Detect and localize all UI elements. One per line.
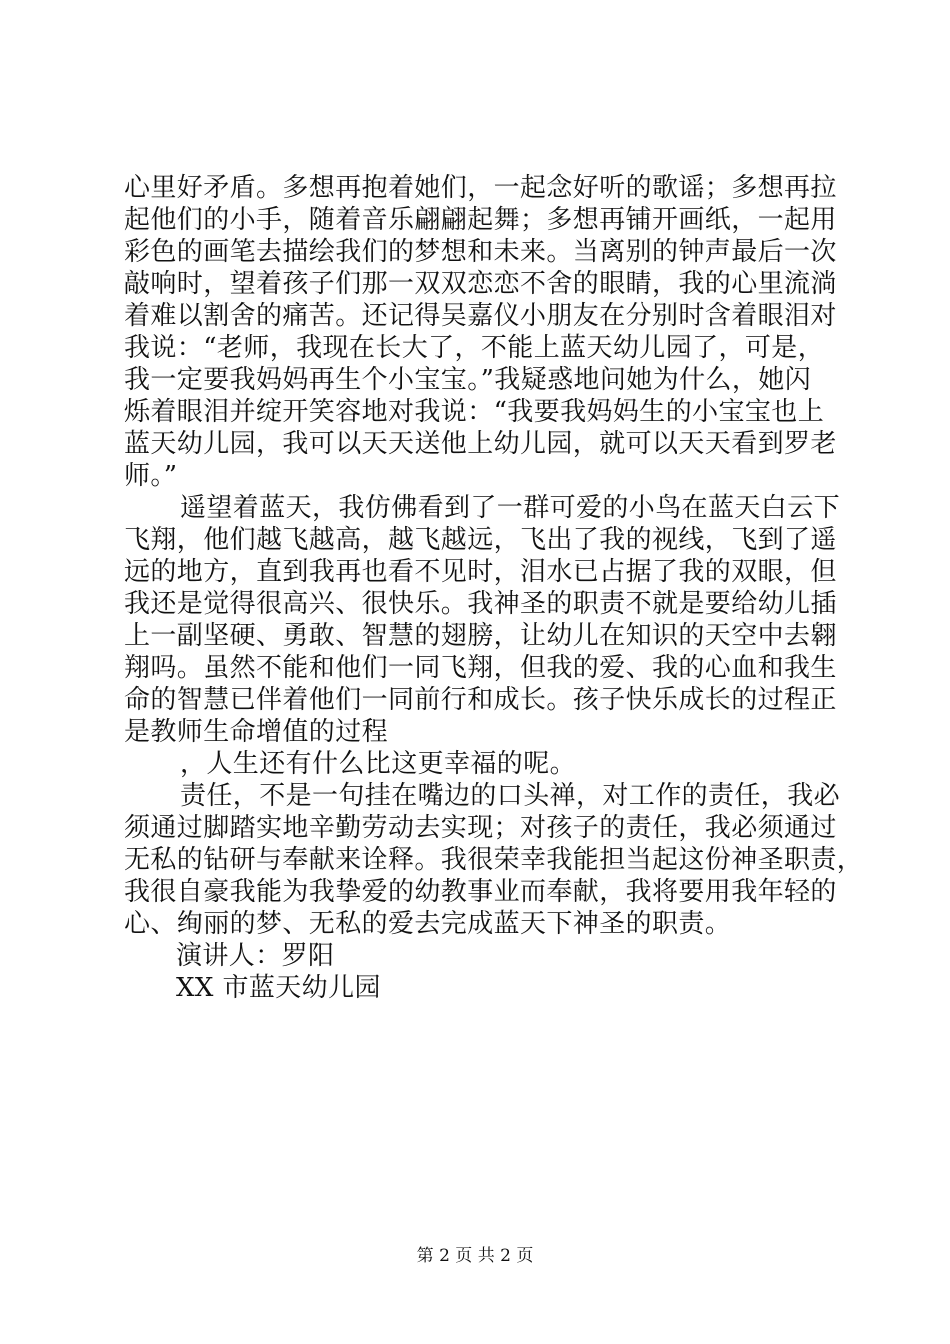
text-line: 彩色的画笔去描绘我们的梦想和未来。当离别的钟声最后一次 — [124, 237, 837, 267]
text-line: 须通过脚踏实地辛勤劳动去实现；对孩子的责任，我必须通过 — [124, 813, 837, 843]
text-line: 遥望着蓝天，我仿佛看到了一群可爱的小鸟在蓝天白云下 — [180, 493, 841, 523]
paragraph-3 — [124, 748, 836, 780]
text-line: 心、绚丽的梦、无私的爱去完成蓝天下神圣的职责。 — [124, 909, 732, 939]
text-line: 命的智慧已伴着他们一同前行和成长。孩子快乐成长的过程正 — [124, 685, 837, 715]
text-line: 无私的钻研与奉献来诠释。我很荣幸我能担当起这份神圣职责， — [124, 845, 864, 875]
text-line: 起他们的小手，随着音乐翩翩起舞；多想再铺开画纸，一起用 — [124, 205, 837, 235]
text-line: 心里好矛盾。多想再抱着她们，一起念好听的歌谣；多想再拉 — [124, 173, 837, 203]
text-line: 我还是觉得很高兴、很快乐。我神圣的职责不就是要给幼儿插 — [124, 589, 837, 619]
text-line: 责任，不是一句挂在嘴边的口头禅，对工作的责任，我必 — [180, 781, 841, 811]
text-line: 远的地方，直到我再也看不见时，泪水已占据了我的双眼，但 — [124, 557, 837, 587]
text-line: 上一副坚硬、勇敢、智慧的翅膀，让幼儿在知识的天空中去翱 — [124, 621, 837, 651]
text-line: 我很自豪我能为我挚爱的幼教事业而奉献，我将要用我年轻的 — [124, 877, 837, 907]
document-body — [124, 172, 864, 1004]
paragraph-4 — [124, 780, 864, 940]
text-line: 飞翔，他们越飞越高，越飞越远，飞出了我的视线，飞到了遥 — [124, 525, 837, 555]
paragraph-2 — [124, 492, 841, 748]
text-line: 我说：“老师，我现在长大了，不能上蓝天幼儿园了，可是， — [124, 333, 825, 363]
page-number: 第 2 页 共 2 页 — [416, 1246, 534, 1266]
text-line: 我一定要我妈妈再生个小宝宝。”我疑惑地问她为什么，她闪 — [124, 365, 812, 395]
text-line: 蓝天幼儿园，我可以天天送他上幼儿园，就可以天天看到罗老 — [124, 429, 837, 459]
speaker-name: 演讲人：罗阳 — [176, 941, 335, 971]
text-line: 烁着眼泪并绽开笑容地对我说：“我要我妈妈生的小宝宝也上 — [124, 397, 825, 427]
text-line: 着难以割舍的痛苦。还记得吴嘉仪小朋友在分别时含着眼泪对 — [124, 301, 837, 331]
text-line: 师。” — [124, 461, 178, 491]
paragraph-1 — [124, 172, 836, 492]
signature-block — [124, 940, 836, 1004]
text-line: ，人生还有什么比这更幸福的呢。 — [180, 749, 577, 779]
text-line: 是教师生命增值的过程 — [124, 717, 389, 747]
text-line: 敲响时，望着孩子们那一双双恋恋不舍的眼睛，我的心里流淌 — [124, 269, 837, 299]
organization-name: XX 市蓝天幼儿园 — [176, 973, 381, 1003]
text-line: 翔吗。虽然不能和他们一同飞翔，但我的爱、我的心血和我生 — [124, 653, 837, 683]
